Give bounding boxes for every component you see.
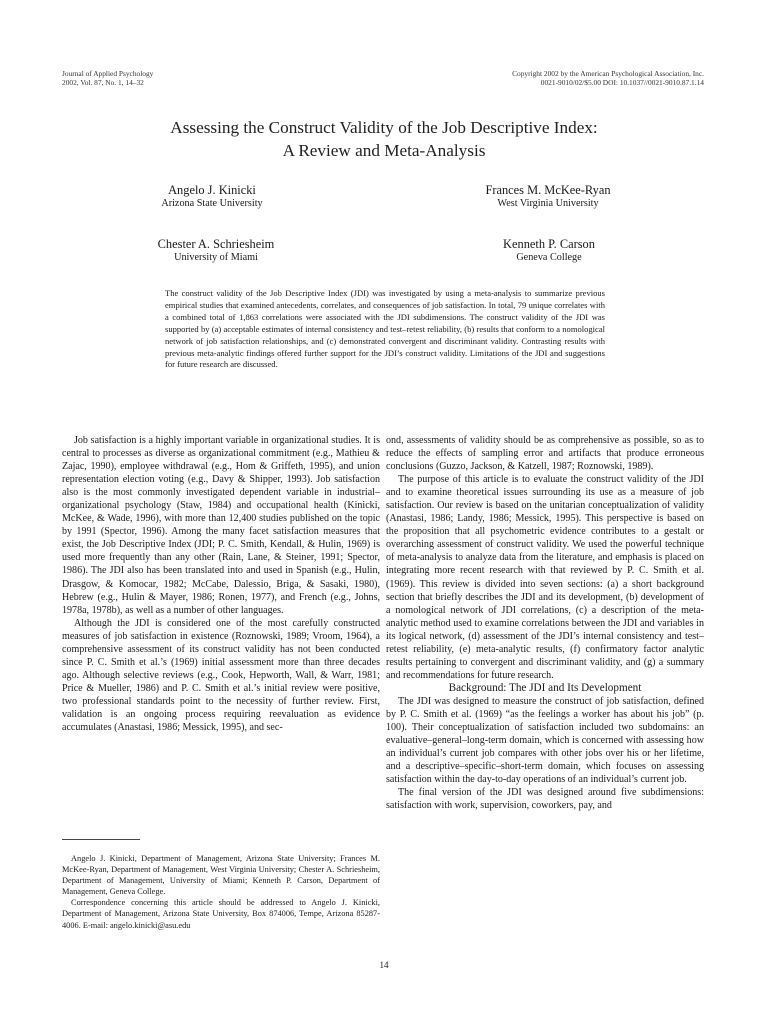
title-line-2: A Review and Meta-Analysis: [282, 141, 486, 160]
copyright-line: Copyright 2002 by the American Psychological Association, Inc.: [512, 69, 704, 78]
footnote-divider: [62, 839, 140, 840]
author-name: Angelo J. Kinicki: [168, 183, 256, 197]
author-affiliation: Geneva College: [516, 252, 582, 263]
body-paragraph: The purpose of this article is to evaluate the construct validity of the JDI and to examine theoretical issues surrounding its use as a measure of job satisfaction. Our review is based on the unitarian conceptualization of validity (Anastasi, 1986; Landy, 1986; Messick, 1995). This perspective is based on the proposition that all psychometric evidence contributes to a gestalt or overarching assessment of construct validity. We used the powerful technique of meta-analysis to analyze data from the literature, and emphasis is placed on integrating more recent research with that reviewed by P. C. Smith et al. (1969). This review is divided into seven sections: (a) a short background section that briefly describes the JDI and its development, (b) development of a nomological network of JDI correlations, (c) a description of the meta-analytic method used to examine correlations between the JDI and variables in its logical network, (d) assessment of the JDI’s internal consistency and test–retest reliability, (e) meta-analytic results, (f) confirmatory factor analytic results pertaining to convergent and discriminant validity, and (g) a summary and recommendations for future research.: [386, 474, 704, 681]
author-name: Kenneth P. Carson: [503, 237, 595, 251]
body-paragraph: Job satisfaction is a highly important variable in organizational studies. It is central to processes as diverse as organizational commitment (e.g., Mathieu & Zajac, 1990), employee withdrawal (e.g., Hom & Griffeth, 1995), and union representation election voting (e.g., Davy & Shipper, 1993). Job satisfaction also is the most commonly investigated dependent variable in industrial–organizational psychology (Staw, 1984) and occupational health (Kinicki, McKee, & Wade, 1996), with more than 12,400 studies published on the topic by 1991 (Spector, 1996). Among the many facet satisfaction measures that exist, the Job Descriptive Index (JDI; P. C. Smith, Kendall, & Hulin, 1969) is used more frequently than any other (Rain, Lane, & Steiner, 1991; Spector, 1986). The JDI also has been translated into and used in Spanish (e.g., Hulin, Drasgow, & Komocar, 1982; McCabe, Dalessio, Briga, & Sasaki, 1980), Hebrew (e.g., Hulin & Mayer, 1986; Ronen, 1977), and French (e.g., Johns, 1978a, 1978b), as well as a number of other languages.: [62, 435, 380, 616]
journal-citation: [62, 69, 153, 87]
author-affiliations-note: Angelo J. Kinicki, Department of Management, Arizona State University; Frances M. McKee-Ryan, Department of Management, West Virginia University; Chester A. Schriesheim, Department of Management, University of Miami; Kenneth P. Carson, Department of Management, Geneva College.: [62, 854, 380, 897]
author-name: Chester A. Schriesheim: [157, 237, 275, 251]
body-paragraph: Although the JDI is considered one of the most carefully constructed measures of job satisfaction in existence (Roznowski, 1989; Vroom, 1964), a comprehensive assessment of its construct validity has not been conducted since P. C. Smith et al.’s (1969) initial assessment more than three decades ago. Although selective reviews (e.g., Cook, Hepworth, Wall, & Warr, 1981; Price & Mueller, 1986) and P. C. Smith et al.’s initial review were positive, two professional standards point to the necessity of further review. First, validation is an ongoing process requiring reevaluation as evidence accumulates (Anastasi, 1986; Messick, 1995), and sec-: [62, 617, 380, 734]
doi-line: 0021-9010/02/$5.00 DOI: 10.1037//0021-9010.87.1.14: [540, 78, 704, 87]
body-column-right: [386, 434, 704, 812]
journal-volume: 2002, Vol. 87, No. 1, 14–32: [62, 78, 144, 87]
journal-name: Journal of Applied Psychology: [62, 69, 154, 78]
body-paragraph: The final version of the JDI was designed around five subdimensions: satisfaction with work, supervision, coworkers, pay, and: [386, 787, 704, 812]
author-affiliation: Arizona State University: [161, 198, 263, 209]
page-number: 14: [379, 960, 389, 970]
body-column-left: [62, 434, 380, 734]
section-heading: Background: The JDI and Its Development: [448, 681, 642, 694]
correspondence-note: Correspondence concerning this article should be addressed to Angelo J. Kinicki, Department of Management, Arizona State University, Box 874006, Tempe, Arizona 85287-4006. E-mail: angelo.kinicki@asu.edu: [62, 898, 380, 930]
title-line-1: Assessing the Construct Validity of the Job Descriptive Index:: [170, 118, 598, 137]
author-affiliation: University of Miami: [174, 252, 258, 263]
body-paragraph: ond, assessments of validity should be as comprehensive as possible, so as to reduce the effects of sampling error and artifacts that produce erroneous conclusions (Guzzo, Jackson, & Katzell, 1987; Roznowski, 1989).: [386, 435, 704, 473]
copyright-notice: [512, 69, 704, 87]
author-block-3: [106, 237, 326, 264]
author-block-1: [102, 183, 322, 210]
author-block-2: [438, 183, 658, 210]
body-paragraph: The JDI was designed to measure the construct of job satisfaction, defined by P. C. Smith et al. (1969) “as the feelings a worker has about his job” (p. 100). Their conceptualization of satisfaction included two subdomains: an evaluative–general–long-term domain, which is concerned with assessing how an individual’s current job compares with other jobs over his or her lifetime, and a descriptive–specific–short-term domain, which focuses on assessing satisfaction within the day-to-day operations of an individual’s current job.: [386, 695, 704, 786]
abstract: The construct validity of the Job Descriptive Index (JDI) was investigated by using a meta-analysis to summarize previous empirical studies that examined antecedents, correlates, and consequences of job satisfaction. In total, 79 unique correlates with a combined total of 1,863 correlations were associated with the JDI subdimensions. The construct validity of the JDI was supported by (a) acceptable estimates of internal consistency and test–retest reliability, (b) results that conform to a nomological network of job satisfaction relationships, and (c) demonstrated convergent and discriminant validity. Contrasting results with previous meta-analytic findings offered further support for the JDI’s construct validity. Limitations of the JDI and suggestions for future research are discussed.: [165, 288, 605, 370]
article-title: [0, 116, 768, 162]
author-affiliation: West Virginia University: [497, 198, 599, 209]
author-name: Frances M. McKee-Ryan: [485, 183, 611, 197]
author-note: [62, 853, 380, 931]
author-block-4: [439, 237, 659, 264]
